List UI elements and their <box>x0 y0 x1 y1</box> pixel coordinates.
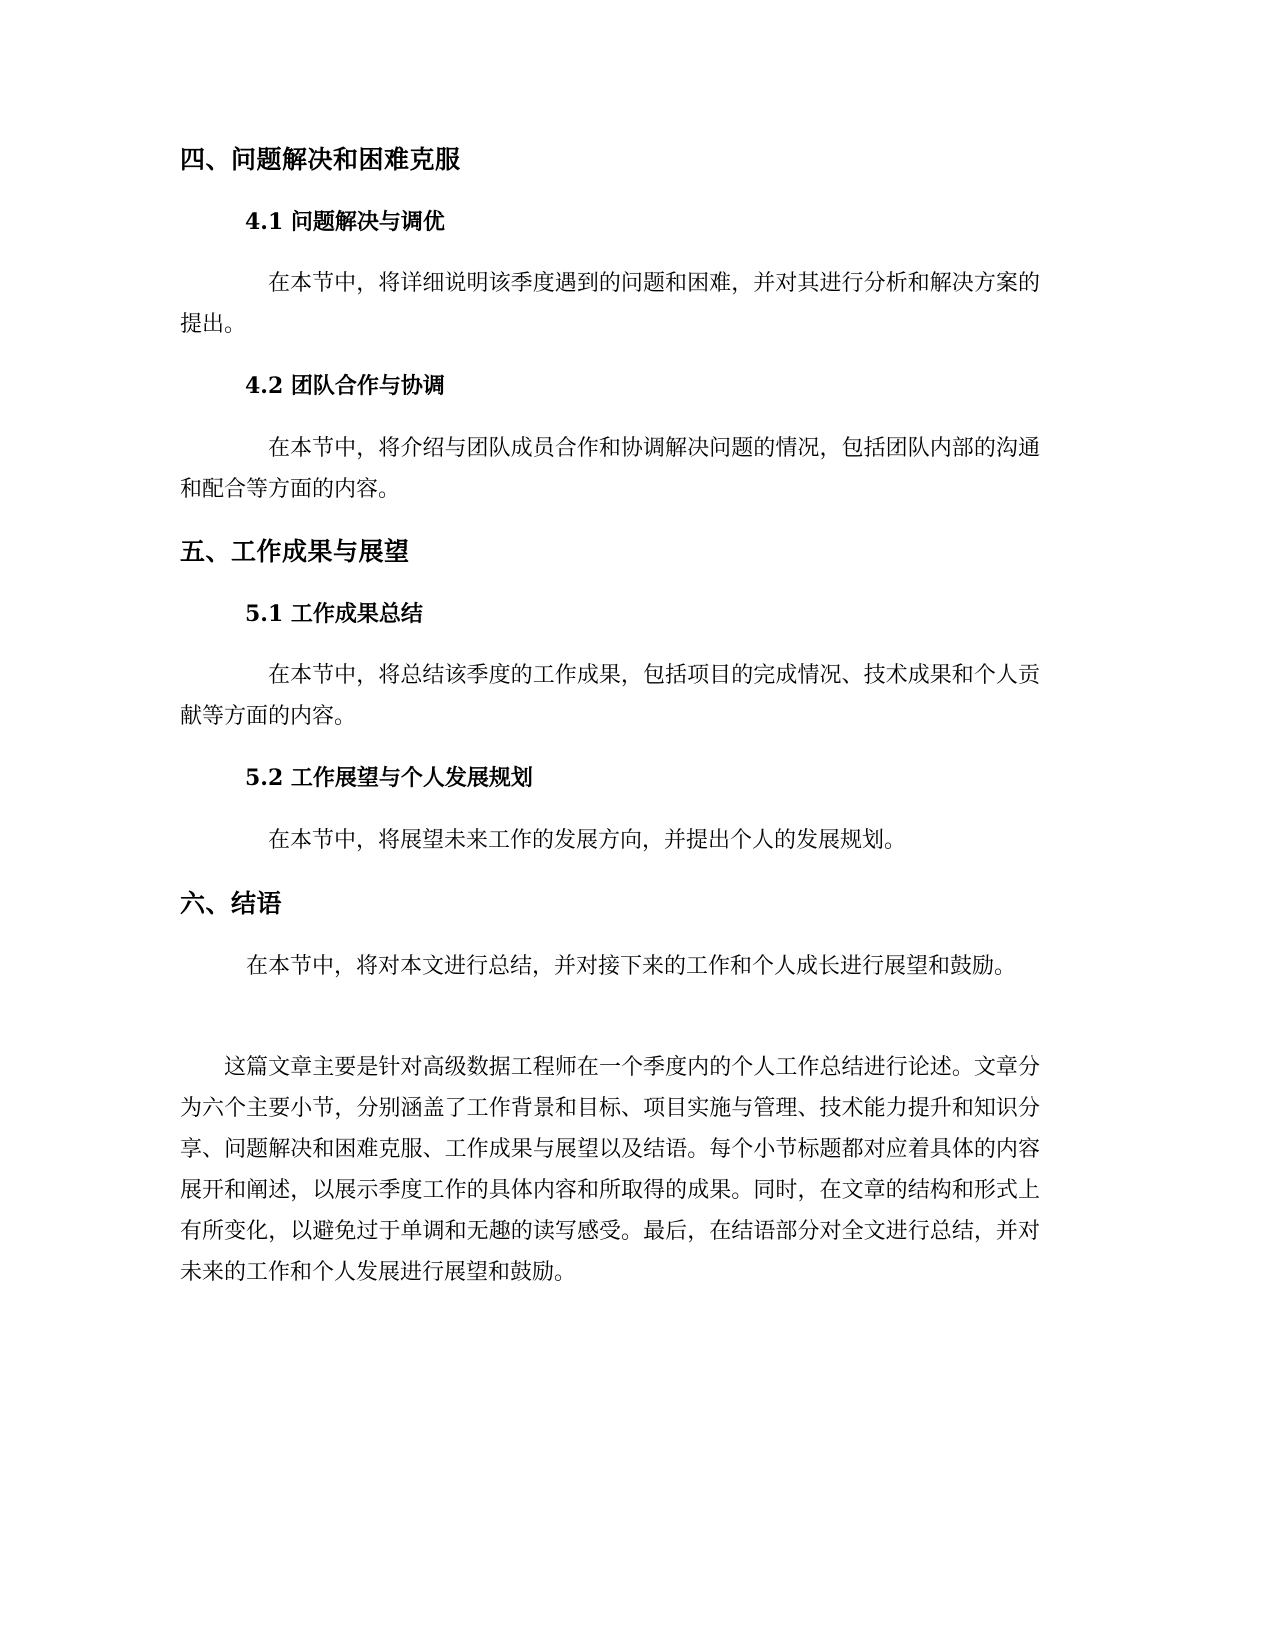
paragraph-5-2: 在本节中，将展望未来工作的发展方向，并提出个人的发展规划。 <box>268 828 907 853</box>
subsection-title-4-1: 4.1 问题解决与调优 <box>245 209 445 235</box>
subsection-title-5-2: 5.2 工作展望与个人发展规划 <box>245 765 533 791</box>
section-heading-6: 六、结语 <box>180 889 283 918</box>
section-heading-4: 四、问题解决和困难克服 <box>180 145 461 174</box>
paragraph-6: 在本节中，将对本文进行总结，并对接下来的工作和个人成长进行展望和鼓励。 <box>246 954 1017 979</box>
subsection-title-4-2: 4.2 团队合作与协调 <box>245 373 445 399</box>
paragraph-4-2: 在本节中，将介绍与团队成员合作和协调解决问题的情况，包括团队内部的沟通和配合等方面的内容。 <box>180 436 1040 502</box>
paragraph-5-1: 在本节中，将总结该季度的工作成果，包括项目的完成情况、技术成果和个人贡献等方面的内容。 <box>180 663 1040 729</box>
summary-paragraph: 这篇文章主要是针对高级数据工程师在一个季度内的个人工作总结进行论述。文章分为六个主要小节，分别涵盖了工作背景和目标、项目实施与管理、技术能力提升和知识分享、问题解决和困难克服、工作成果与展望以及结语。每个小节标题都对应着具体的内容展开和阐述，以展示季度工作的具体内容和所取得的成果。同时，在文章的结构和形式上有所变化，以避免过于单调和无趣的读写感受。最后，在结语部分对全文进行总结，并对未来的工作和个人发展进行展望和鼓励。 <box>180 1055 1040 1285</box>
paragraph-4-1: 在本节中，将详细说明该季度遇到的问题和困难，并对其进行分析和解决方案的提出。 <box>180 271 1040 337</box>
section-heading-5: 五、工作成果与展望 <box>180 537 410 566</box>
subsection-title-5-1: 5.1 工作成果总结 <box>245 601 423 627</box>
